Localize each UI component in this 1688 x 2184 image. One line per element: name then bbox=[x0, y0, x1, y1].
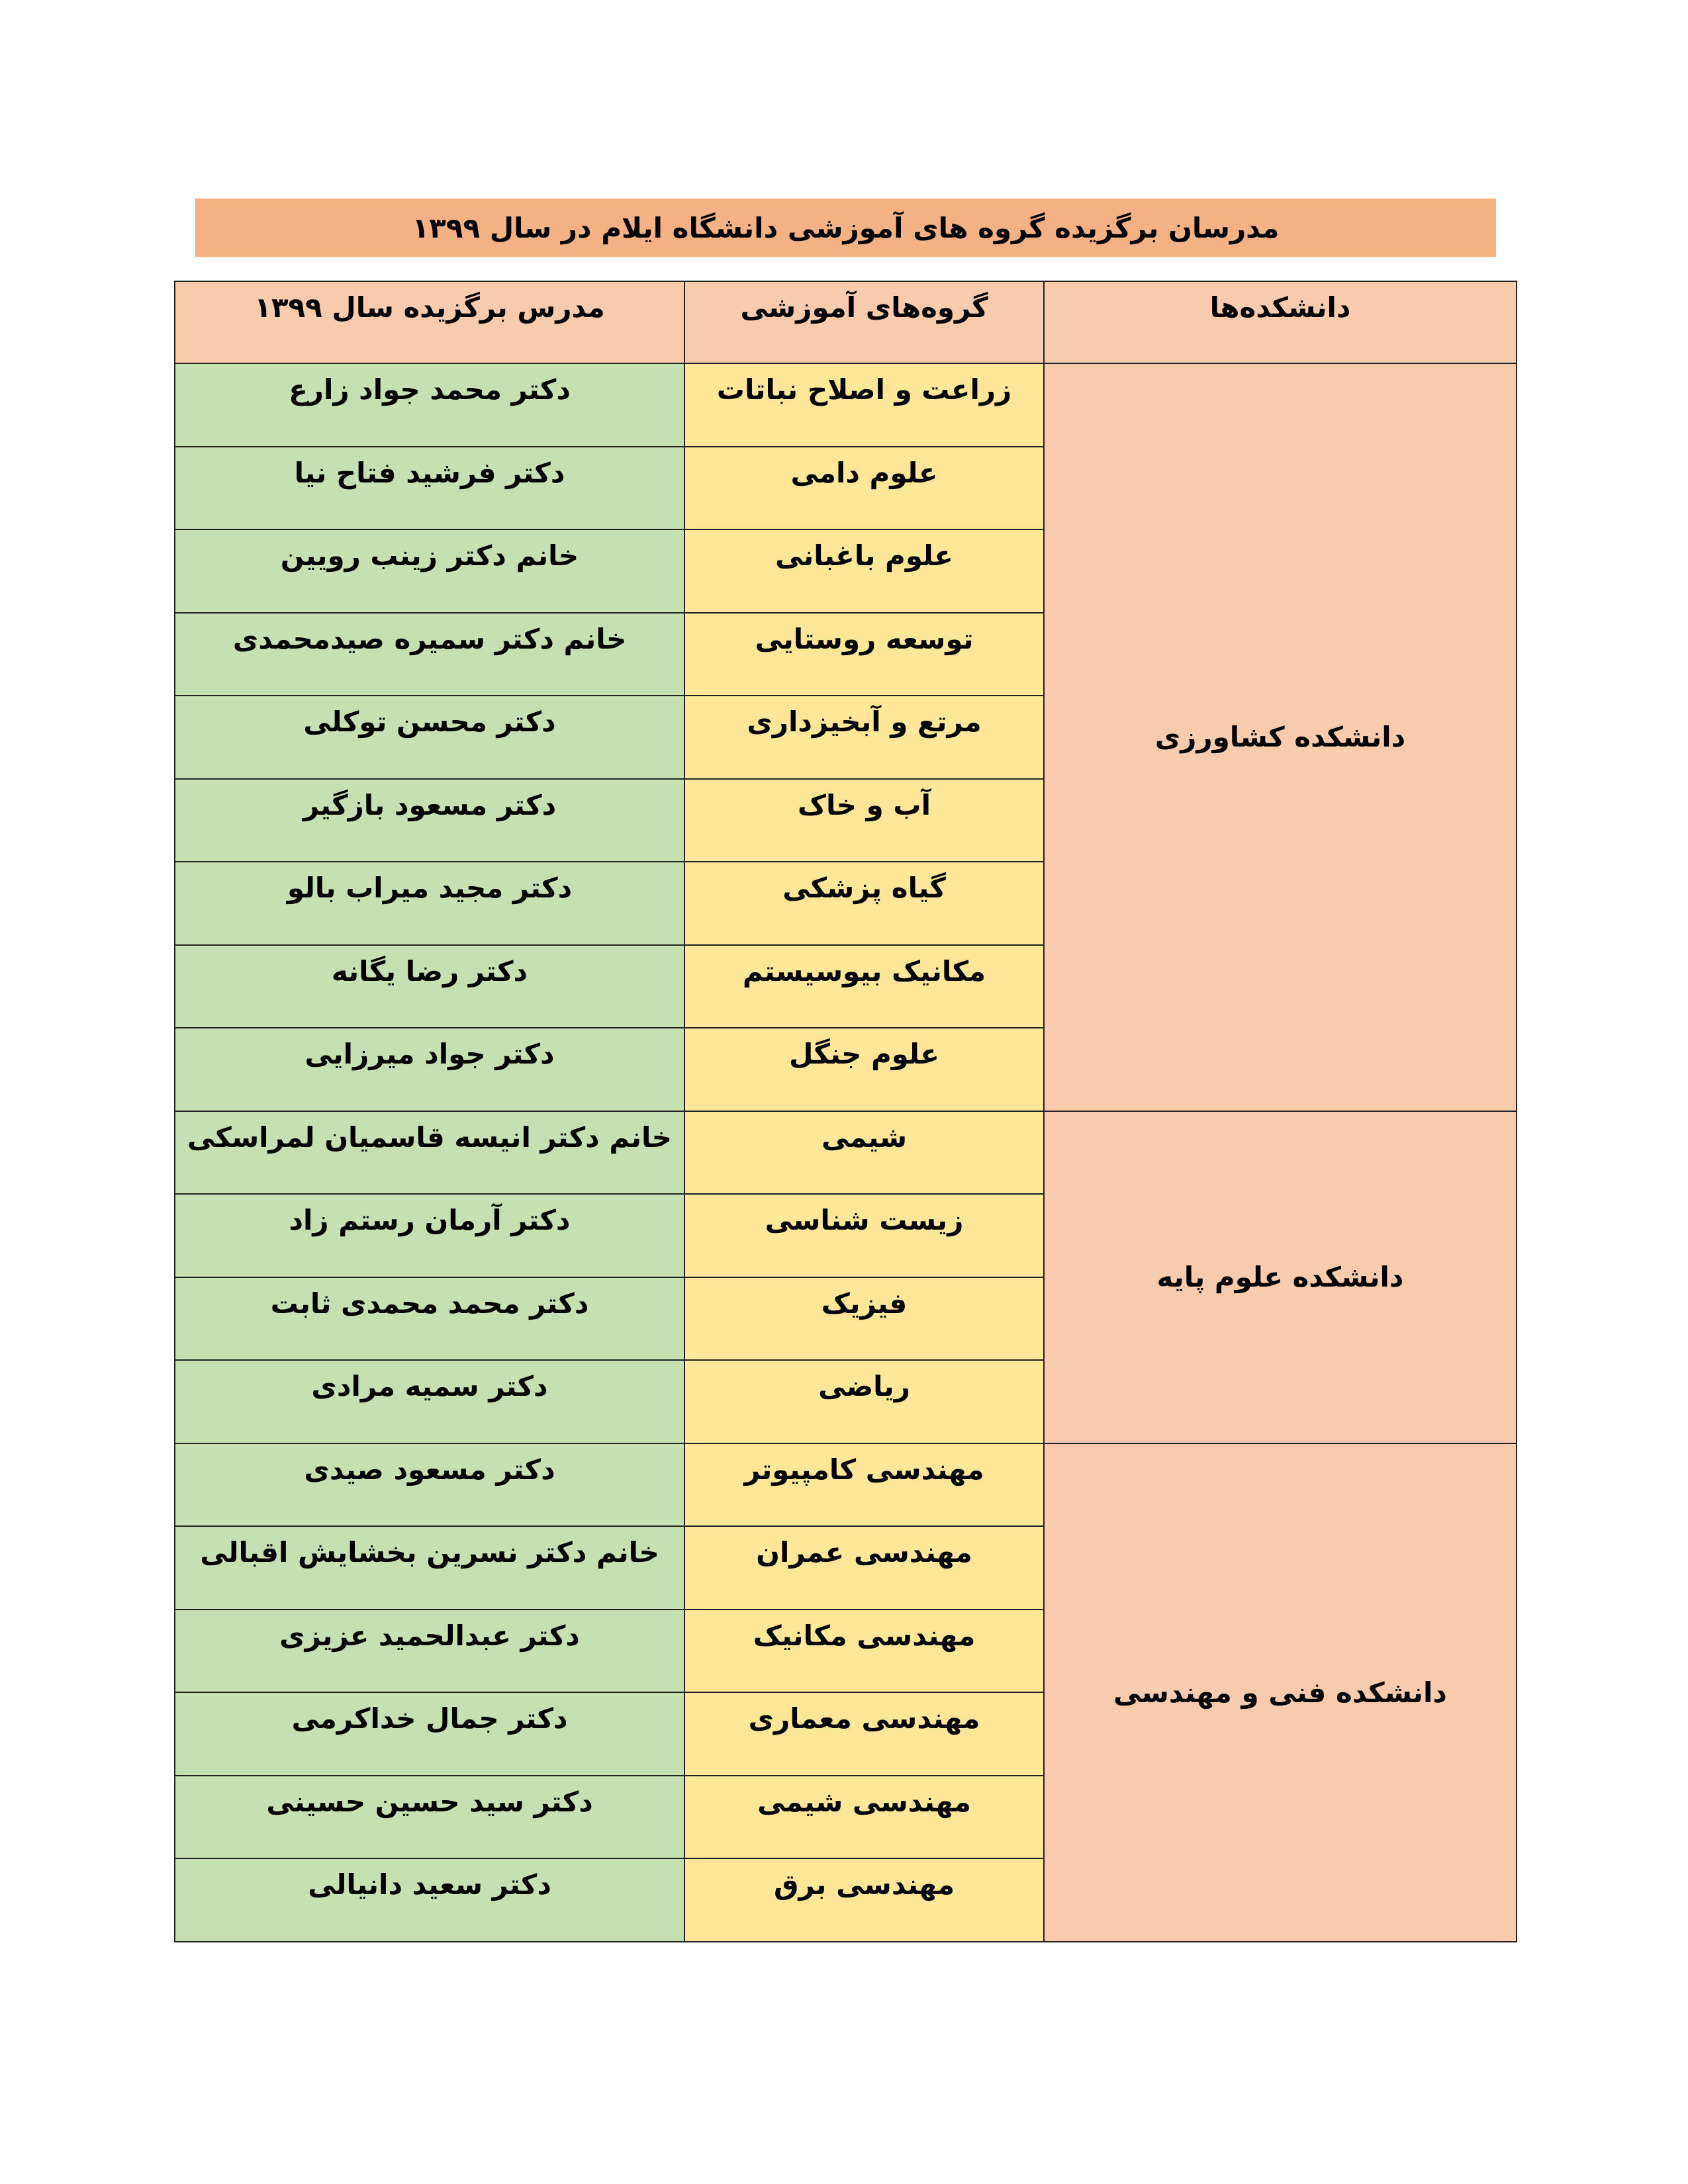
table-row bbox=[175, 1443, 1517, 1527]
group-cell: مهندسی شیمی bbox=[684, 1776, 1044, 1859]
group-cell: فیزیک bbox=[684, 1277, 1044, 1361]
faculty-cell: دانشکده کشاورزی bbox=[1044, 363, 1517, 1111]
table-header-row bbox=[175, 281, 1517, 363]
teacher-cell: دکتر فرشید فتاح نیا bbox=[175, 447, 684, 530]
teacher-cell: دکتر آرمان رستم زاد bbox=[175, 1194, 684, 1277]
group-cell: زیست شناسی bbox=[684, 1194, 1044, 1277]
teacher-cell: دکتر سید حسین حسینی bbox=[175, 1776, 684, 1859]
group-cell: مهندسی عمران bbox=[684, 1526, 1044, 1610]
group-cell: علوم دامی bbox=[684, 447, 1044, 530]
teacher-cell: دکتر جمال خداکرمی bbox=[175, 1692, 684, 1776]
header-teacher: مدرس برگزیده سال ۱۳۹۹ bbox=[175, 281, 684, 363]
teacher-cell: خانم دکتر سمیره صیدمحمدی bbox=[175, 613, 684, 696]
teacher-cell: دکتر سمیه مرادی bbox=[175, 1360, 684, 1443]
group-cell: توسعه روستایی bbox=[684, 613, 1044, 696]
group-cell: علوم باغبانی bbox=[684, 529, 1044, 613]
header-groups: گروه‌های آموزشی bbox=[684, 281, 1044, 363]
group-cell: آب و خاک bbox=[684, 779, 1044, 862]
group-cell: علوم جنگل bbox=[684, 1028, 1044, 1111]
group-cell: مرتع و آبخیزداری bbox=[684, 696, 1044, 779]
teacher-cell: دکتر محمد محمدی ثابت bbox=[175, 1277, 684, 1361]
group-cell: ریاضی bbox=[684, 1360, 1044, 1443]
group-cell: مهندسی معماری bbox=[684, 1692, 1044, 1776]
teacher-cell: دکتر جواد میرزایی bbox=[175, 1028, 684, 1111]
group-cell: مکانیک بیوسیستم bbox=[684, 945, 1044, 1028]
teacher-cell: دکتر رضا یگانه bbox=[175, 945, 684, 1028]
teacher-cell: خانم دکتر انیسه قاسمیان لمراسکی bbox=[175, 1111, 684, 1195]
teacher-cell: دکتر مسعود بازگیر bbox=[175, 779, 684, 862]
teacher-cell: خانم دکتر نسرین بخشایش اقبالی bbox=[175, 1526, 684, 1610]
teachers-table bbox=[174, 281, 1517, 1942]
group-cell: مهندسی برق bbox=[684, 1858, 1044, 1942]
teacher-cell: دکتر مسعود صیدی bbox=[175, 1443, 684, 1527]
header-faculties: دانشکده‌ها bbox=[1044, 281, 1517, 363]
group-cell: مهندسی کامپیوتر bbox=[684, 1443, 1044, 1527]
teacher-cell: دکتر محمد جواد زارع bbox=[175, 363, 684, 447]
faculty-cell: دانشکده فنی و مهندسی bbox=[1044, 1443, 1517, 1942]
group-cell: گیاه پزشکی bbox=[684, 862, 1044, 945]
teacher-cell: دکتر مجید میراب بالو bbox=[175, 862, 684, 945]
teacher-cell: دکتر عبدالحمید عزیزی bbox=[175, 1610, 684, 1693]
teacher-cell: خانم دکتر زینب رویین bbox=[175, 529, 684, 613]
page-title: مدرسان برگزیده گروه های آموزشی دانشگاه ایلام در سال ۱۳۹۹ bbox=[195, 199, 1496, 257]
group-cell: شیمی bbox=[684, 1111, 1044, 1195]
table-body bbox=[175, 363, 1517, 1942]
table-row bbox=[175, 363, 1517, 447]
teacher-cell: دکتر محسن توکلی bbox=[175, 696, 684, 779]
teacher-cell: دکتر سعید دانیالی bbox=[175, 1858, 684, 1942]
faculty-cell: دانشکده علوم پایه bbox=[1044, 1111, 1517, 1443]
group-cell: زراعت و اصلاح نباتات bbox=[684, 363, 1044, 447]
group-cell: مهندسی مکانیک bbox=[684, 1610, 1044, 1693]
table-row bbox=[175, 1111, 1517, 1195]
